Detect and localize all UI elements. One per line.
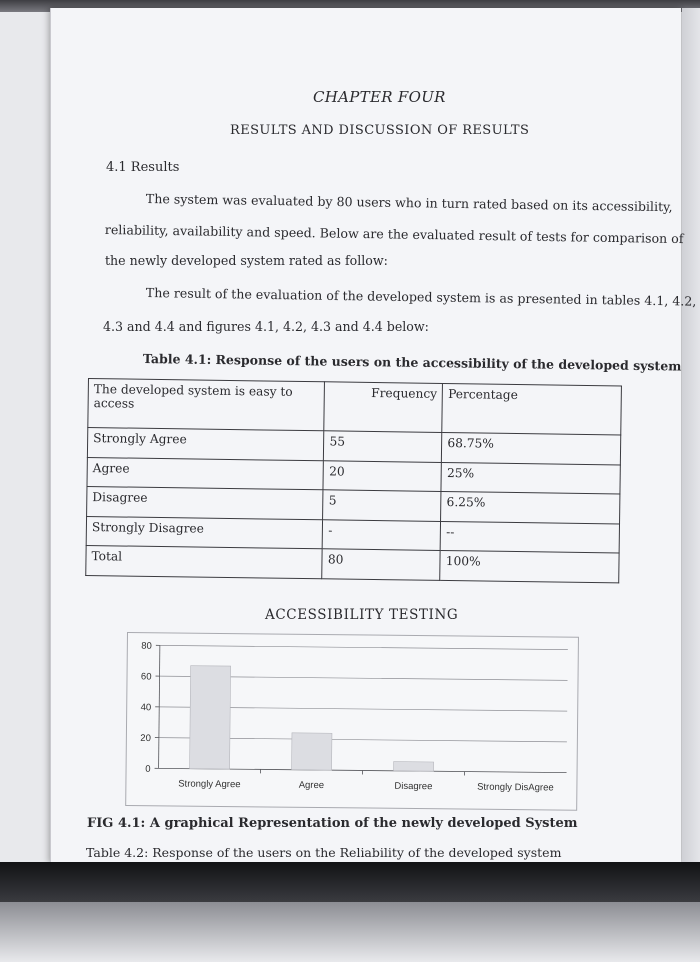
table-cell: Total [86,546,323,579]
chart-canvas [126,633,578,810]
bar [190,666,231,769]
x-tick-label: Strongly Agree [178,778,241,791]
paragraph-1-line-2: reliability, availability and speed. Below are the evaluated result of tests for comparison of [104,222,684,247]
table-cell: -- [440,521,619,553]
table-cell: Strongly Disagree [86,516,323,549]
table-cell: Disagree [87,487,324,520]
table-cell: Strongly Agree [87,428,324,461]
accessibility-bar-chart [125,632,579,811]
scan-bottom-edge [0,862,700,902]
table-header-cell: The developed system is easy to access [88,379,325,432]
table-cell: 25% [441,462,620,494]
table-cell: 100% [440,551,619,583]
paragraph-2-line-2: 4.3 and 4.4 and figures 4.1, 4.2, 4.3 and 4.4 below: [103,319,429,334]
table-header-cell: Percentage [442,383,621,435]
table-cell: 5 [323,490,441,521]
paragraph-1-line-3: the newly developed system rated as follow: [105,253,388,268]
paragraph-2-line-1: The result of the evaluation of the developed system is as presented in tables 4.1, 4.2, [145,285,697,309]
bar [394,762,434,772]
x-tick-label: Agree [298,779,325,792]
section-heading: 4.1 Results [106,160,180,175]
table-cell: 55 [324,431,442,462]
chapter-subtitle: RESULTS AND DISCUSSION OF RESULTS [230,123,530,138]
scan-bottom-fade [0,902,700,962]
table-header-cell: Frequency [324,382,443,433]
paragraph-1-line-1: The system was evaluated by 80 users who in turn rated based on its accessibility, [145,191,673,215]
bar [292,733,332,770]
table-cell: Agree [87,457,324,490]
y-tick-label: 0 [145,763,151,775]
y-tick-label: 60 [140,671,152,683]
table-cell: 68.75% [442,433,621,465]
figure-caption: FIG 4.1: A graphical Representation of the newly developed System [87,816,578,831]
table-caption: Table 4.1: Response of the users on the accessibility of the developed system [142,351,682,374]
accessibility-response-table [85,378,622,583]
table-cell: - [323,520,441,551]
y-tick-label: 20 [140,732,151,745]
next-table-caption: Table 4.2: Response of the users on the Reliability of the developed system [86,845,562,860]
table-cell: 6.25% [441,492,620,524]
y-tick-label: 80 [141,640,152,652]
x-tick-label: Strongly DisAgree [477,781,554,794]
scan-right-edge [682,8,700,863]
table-cell: 20 [323,461,441,492]
chart-title: ACCESSIBILITY TESTING [265,607,459,623]
table-header-row [88,379,622,436]
y-tick-label: 40 [140,702,152,714]
chapter-heading: CHAPTER FOUR [313,88,446,106]
table-cell: 80 [322,549,440,580]
x-tick-label: Disagree [394,780,433,793]
gridline [160,645,568,649]
